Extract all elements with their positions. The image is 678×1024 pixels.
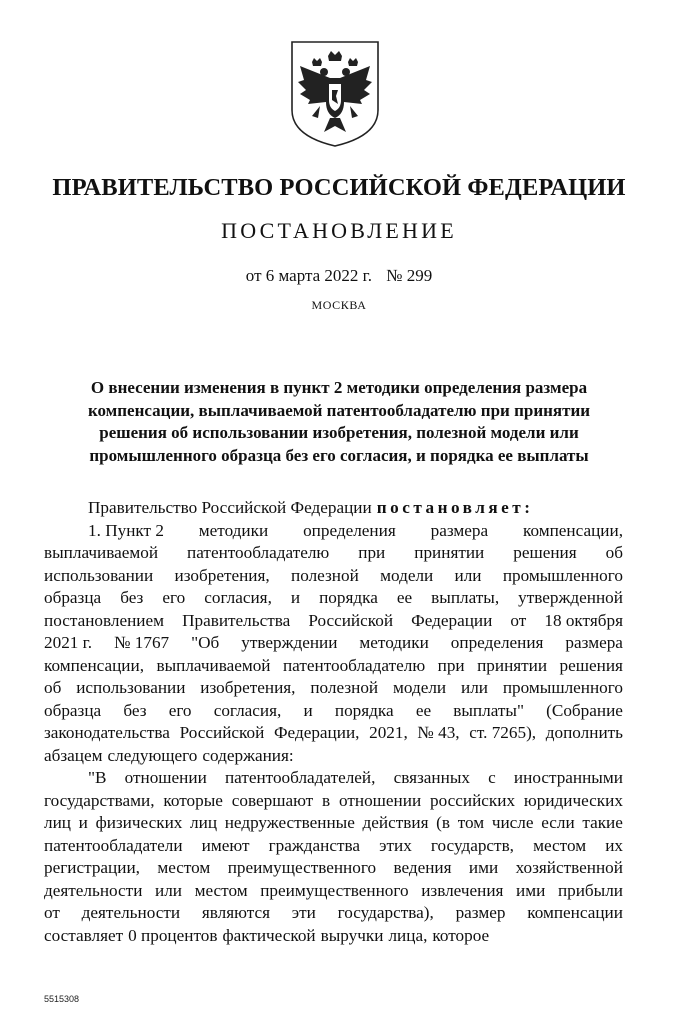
intro-text: Правительство Российской Федерации: [88, 498, 372, 517]
body-word: извлечения: [421, 880, 504, 900]
body-word: их: [605, 835, 623, 855]
body-word: (в: [436, 813, 451, 832]
body-word: согласия,: [213, 700, 282, 720]
body-word: Федерации: [411, 610, 493, 630]
body-word: № 1767: [114, 633, 170, 652]
body-word: или: [461, 678, 488, 697]
intro-decree: постановляет:: [376, 498, 534, 517]
body-word: полезной: [310, 678, 379, 697]
body-word: эти: [291, 903, 316, 922]
body-word: (Собрание: [546, 700, 623, 720]
body-line: [44, 835, 623, 858]
body-word: принятии: [477, 655, 548, 675]
body-word: компенсации: [527, 903, 623, 922]
document-body: [44, 497, 623, 947]
body-line: [44, 587, 623, 610]
body-word: 2021,: [369, 723, 408, 742]
body-word: государств,: [430, 835, 514, 855]
body-word: порядка: [334, 700, 394, 720]
russian-coat-of-arms-icon: [290, 40, 380, 148]
body-word: местом: [533, 835, 587, 855]
body-word: его: [162, 588, 186, 607]
body-word: лиц: [190, 813, 218, 832]
body-word: согласия,: [204, 588, 272, 607]
body-word: дополнить: [545, 723, 623, 742]
body-word: полезной: [291, 565, 359, 585]
body-word: ее: [415, 700, 432, 720]
body-word: патентообладателей,: [224, 768, 376, 787]
body-word: которые: [163, 790, 223, 810]
body-lines: [44, 520, 623, 948]
date-line: [0, 266, 678, 286]
body-word: абзацем: [44, 745, 103, 765]
body-word: патентообладатели: [44, 835, 183, 855]
body-word: выплаты": [453, 700, 524, 720]
body-word: физических: [95, 813, 183, 832]
body-word: от: [510, 610, 527, 630]
body-word: об: [44, 678, 62, 697]
subject-line: решения об использовании изобретения, полезной модели или: [99, 423, 579, 442]
body-word: числе: [491, 813, 534, 832]
body-word: недружественные: [224, 813, 355, 832]
body-word: следующего: [107, 745, 198, 765]
body-word: размера: [430, 520, 489, 540]
body-word: ее: [396, 588, 413, 607]
body-word: лица,: [388, 925, 428, 945]
body-word: "Об: [191, 633, 220, 652]
body-word: которое: [432, 925, 490, 945]
body-word: ими: [516, 880, 546, 900]
body-word: местом: [194, 880, 248, 900]
body-word: № 43,: [417, 723, 460, 742]
body-word: без: [123, 700, 147, 720]
state-emblem: [290, 40, 380, 148]
body-word: 1. Пункт 2: [88, 520, 164, 540]
body-word: промышленного: [502, 678, 623, 697]
body-word: отношении: [124, 768, 207, 787]
body-word: решения: [559, 655, 623, 675]
body-word: том: [457, 813, 485, 832]
body-word: при: [437, 655, 465, 675]
body-word: утвержденной: [518, 588, 623, 607]
body-word: об: [605, 543, 623, 562]
body-word: и: [303, 700, 313, 720]
body-word: фактической: [222, 925, 316, 945]
body-line: [44, 857, 623, 880]
body-word: если: [541, 813, 575, 832]
body-word: составляет: [44, 925, 124, 945]
footer-code: 5515308: [44, 994, 80, 1004]
body-word: деятельности: [81, 903, 181, 922]
body-word: определения: [303, 520, 396, 540]
body-word: или: [155, 880, 182, 900]
body-word: утверждении: [241, 633, 338, 652]
document-subject: [60, 377, 618, 467]
body-word: выплаты,: [431, 588, 500, 607]
body-word: государствами,: [44, 790, 155, 810]
body-word: 2021 г.: [44, 633, 93, 652]
government-title: ПРАВИТЕЛЬСТВО РОССИЙСКОЙ ФЕДЕРАЦИИ: [52, 174, 626, 201]
body-word: или: [454, 565, 482, 585]
body-word: выручки: [320, 925, 384, 945]
body-line: [44, 565, 623, 588]
body-word: выплачиваемой: [156, 655, 271, 675]
body-word: модели: [380, 565, 434, 585]
body-word: лиц: [44, 813, 71, 832]
body-line: [44, 902, 623, 925]
body-word: определения: [450, 633, 544, 652]
city: МОСКВА: [311, 298, 367, 312]
body-word: патентообладателю: [187, 543, 330, 562]
body-word: с: [488, 768, 496, 787]
body-word: Федерации,: [273, 723, 360, 742]
body-word: при: [358, 543, 386, 562]
body-line: [44, 767, 623, 790]
body-word: размер: [455, 903, 506, 922]
intro-line: [44, 497, 623, 520]
body-word: постановлением: [44, 610, 164, 630]
body-line: [44, 700, 623, 723]
body-word: изобретения,: [174, 565, 270, 585]
body-word: патентообладателю: [282, 655, 426, 675]
body-word: использовании: [44, 565, 154, 585]
body-word: Правительства: [182, 610, 291, 630]
body-word: компенсации,: [522, 520, 623, 540]
body-word: преимущественного: [227, 858, 377, 877]
body-word: изобретения,: [200, 678, 296, 697]
body-word: законодательства: [44, 723, 170, 742]
body-word: ими: [468, 858, 499, 877]
body-word: решения: [513, 543, 577, 562]
body-line: [44, 610, 623, 633]
body-word: связанных: [393, 768, 470, 787]
body-line: [44, 655, 623, 678]
body-line: [44, 520, 623, 543]
body-word: государства),: [337, 903, 434, 922]
body-word: модели: [393, 678, 447, 697]
body-word: имеют: [201, 835, 250, 855]
body-word: и: [78, 813, 88, 832]
body-word: использовании: [76, 678, 186, 697]
document-date: от 6 марта 2022 г.: [245, 266, 372, 285]
body-word: 18 октября: [544, 610, 623, 630]
body-word: методики: [198, 520, 269, 540]
body-word: компенсации,: [44, 655, 145, 675]
body-word: "В: [88, 768, 107, 787]
body-word: без: [120, 588, 144, 607]
body-line: [44, 925, 623, 948]
body-word: образца: [44, 700, 102, 720]
body-word: иностранными: [513, 768, 623, 787]
body-word: юридических: [523, 790, 623, 810]
subject-line: компенсации, выплачиваемой патентообладателю при принятии: [87, 400, 591, 420]
body-word: местом: [157, 858, 211, 877]
body-word: хозяйственной: [515, 858, 623, 877]
body-word: образца: [44, 588, 102, 607]
body-word: Российской: [179, 723, 265, 742]
subject-line: промышленного образца без его согласия, и порядка ее выплаты: [89, 445, 589, 465]
body-word: в: [322, 790, 331, 810]
body-word: 0 процентов: [128, 925, 218, 945]
body-word: от: [44, 903, 60, 922]
body-word: методики: [359, 633, 429, 652]
body-word: содержания:: [202, 745, 294, 765]
body-word: принятии: [414, 543, 485, 562]
body-word: преимущественного: [260, 880, 409, 900]
body-line: [44, 542, 623, 565]
body-word: ведения: [393, 858, 452, 877]
body-line: [44, 812, 623, 835]
body-word: порядка: [319, 588, 378, 607]
body-word: отношении: [339, 790, 422, 810]
body-word: являются: [201, 903, 270, 922]
body-word: размера: [565, 633, 623, 652]
body-line: [44, 790, 623, 813]
body-line: [44, 880, 623, 903]
body-word: совершают: [231, 790, 314, 810]
body-line: [44, 632, 623, 655]
body-word: ст. 7265),: [469, 723, 537, 742]
body-line: [44, 677, 623, 700]
body-word: Российской: [308, 610, 394, 630]
body-word: этих: [379, 835, 412, 855]
body-word: регистрации,: [44, 858, 140, 877]
document-type: ПОСТАНОВЛЕНИЕ: [221, 218, 457, 243]
body-word: выплачиваемой: [44, 543, 159, 562]
body-word: такие: [582, 813, 623, 832]
body-word: прибыли: [557, 880, 623, 900]
document-number: 299: [406, 266, 433, 285]
body-word: действия: [362, 813, 429, 832]
body-line: [44, 722, 623, 745]
body-word: гражданства: [268, 835, 360, 855]
body-word: деятельности: [44, 880, 143, 900]
body-word: его: [168, 700, 192, 720]
number-label: №: [386, 266, 403, 285]
body-word: промышленного: [502, 565, 623, 585]
body-line: [44, 745, 623, 768]
body-word: российских: [430, 790, 516, 810]
body-word: и: [290, 588, 301, 607]
subject-line: О внесении изменения в пункт 2 методики определения размера: [90, 378, 588, 397]
